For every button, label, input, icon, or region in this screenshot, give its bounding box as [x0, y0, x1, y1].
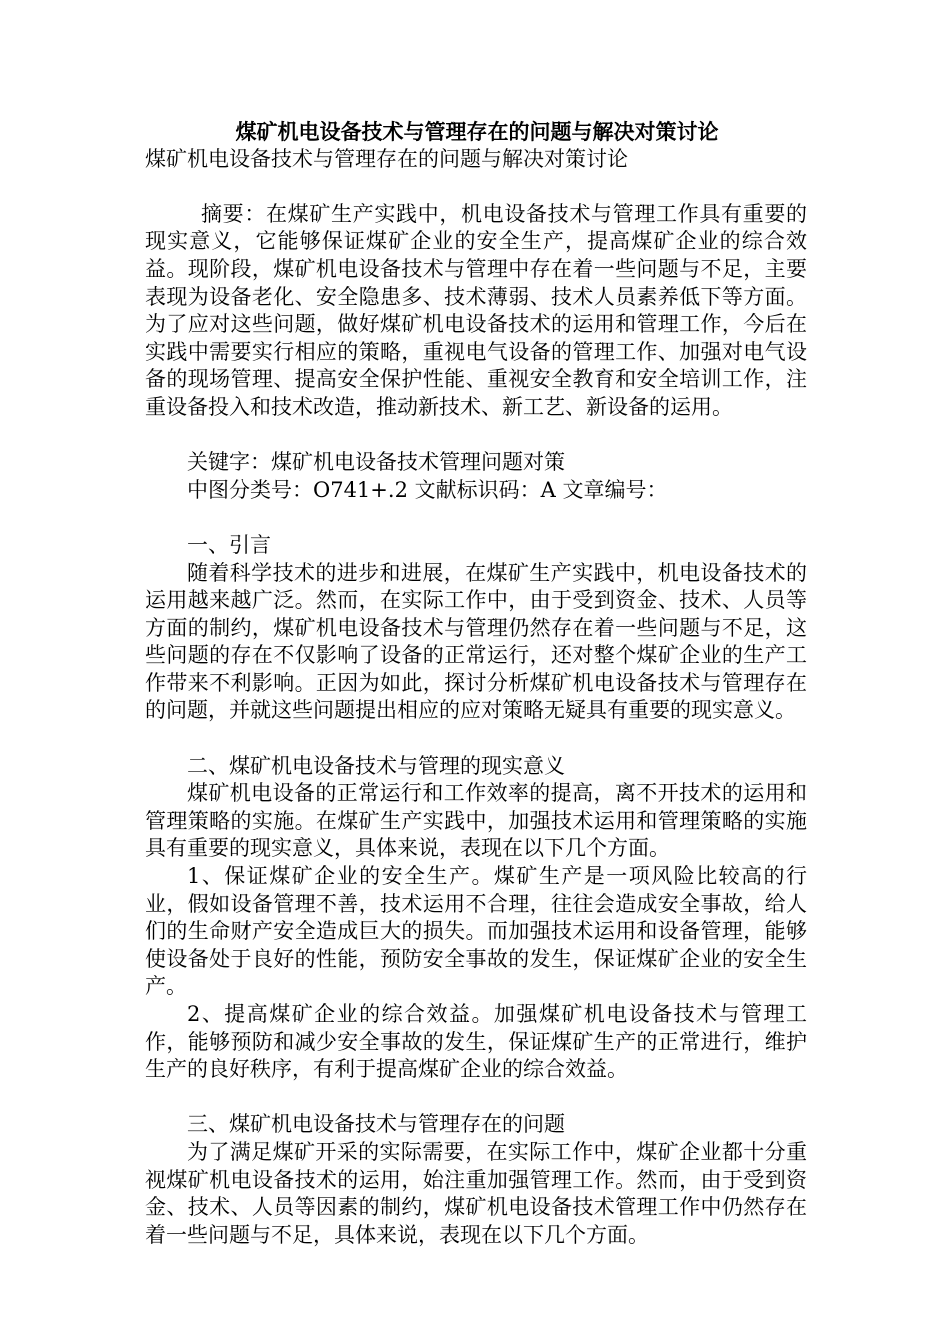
problems-paragraph: 为了满足煤矿开采的实际需要，在实际工作中，煤矿企业都十分重视煤矿机电设备技术的运用，始注重加强管理工作。然而，由于受到资金、技术、人员等因素的制约，煤矿机电设备技术管理工作中仍然存在着一些问题与不足，具体来说，表现在以下几个方面。 — [145, 1139, 807, 1247]
section-heading-significance: 二、煤矿机电设备技术与管理的现实意义 — [187, 753, 565, 778]
introduction-paragraph: 随着科学技术的进步和进展，在煤矿生产实践中，机电设备技术的运用越来越广泛。然而，在实际工作中，由于受到资金、技术、人员等方面的制约，煤矿机电设备技术与管理仍然存在着一些问题与不足，这些问题的存在不仅影响了设备的正常运行，还对整个煤矿企业的生产工作带来不利影响。正因为如此，探讨分析煤矿机电设备技术与管理存在的问题，并就这些问题提出相应的应对策略无疑具有重要的现实意义。 — [145, 560, 807, 723]
section-heading-introduction: 一、引言 — [187, 532, 271, 557]
significance-item-2: 2、提高煤矿企业的综合效益。加强煤矿机电设备技术与管理工作，能够预防和减少安全事故的发生，保证煤矿生产的正常进行，维护生产的良好秩序，有利于提高煤矿企业的综合效益。 — [145, 1002, 807, 1082]
significance-item-1: 1、保证煤矿企业的安全生产。煤矿生产是一项风险比较高的行业，假如设备管理不善，技术运用不合理，往往会造成安全事故，给人们的生命财产安全造成巨大的损失。而加强技术运用和设备管理，能够使设备处于良好的性能，预防安全事故的发生，保证煤矿企业的安全生产。 — [145, 864, 807, 999]
abstract-paragraph: 摘要：在煤矿生产实践中，机电设备技术与管理工作具有重要的现实意义，它能够保证煤矿企业的安全生产，提高煤矿企业的综合效益。现阶段，煤矿机电设备技术与管理中存在着一些问题与不足，主要表现为设备老化、安全隐患多、技术薄弱、技术人员素养低下等方面。为了应对这些问题，做好煤矿机电设备技术的运用和管理工作，今后在实践中需要实行相应的策略，重视电气设备的管理工作、加强对电气设备的现场管理、提高安全保护性能、重视安全教育和安全培训工作，注重设备投入和技术改造，推动新技术、新工艺、新设备的运用。 — [145, 201, 807, 419]
document-title: 煤矿机电设备技术与管理存在的问题与解决对策讨论 — [235, 119, 719, 144]
document-page — [145, 118, 807, 1249]
significance-paragraph: 煤矿机电设备的正常运行和工作效率的提高，离不开技术的运用和管理策略的实施。在煤矿生产实践中，加强技术运用和管理策略的实施具有重要的现实意义，具体来说，表现在以下几个方面。 — [145, 781, 807, 861]
keywords-line: 关键字：煤矿机电设备技术管理问题对策 — [187, 450, 565, 475]
section-heading-problems: 三、煤矿机电设备技术与管理存在的问题 — [187, 1112, 565, 1137]
classification-line: 中图分类号：O741+.2 文献标识码：A 文章编号： — [187, 477, 668, 502]
document-subtitle: 煤矿机电设备技术与管理存在的问题与解决对策讨论 — [145, 146, 628, 171]
